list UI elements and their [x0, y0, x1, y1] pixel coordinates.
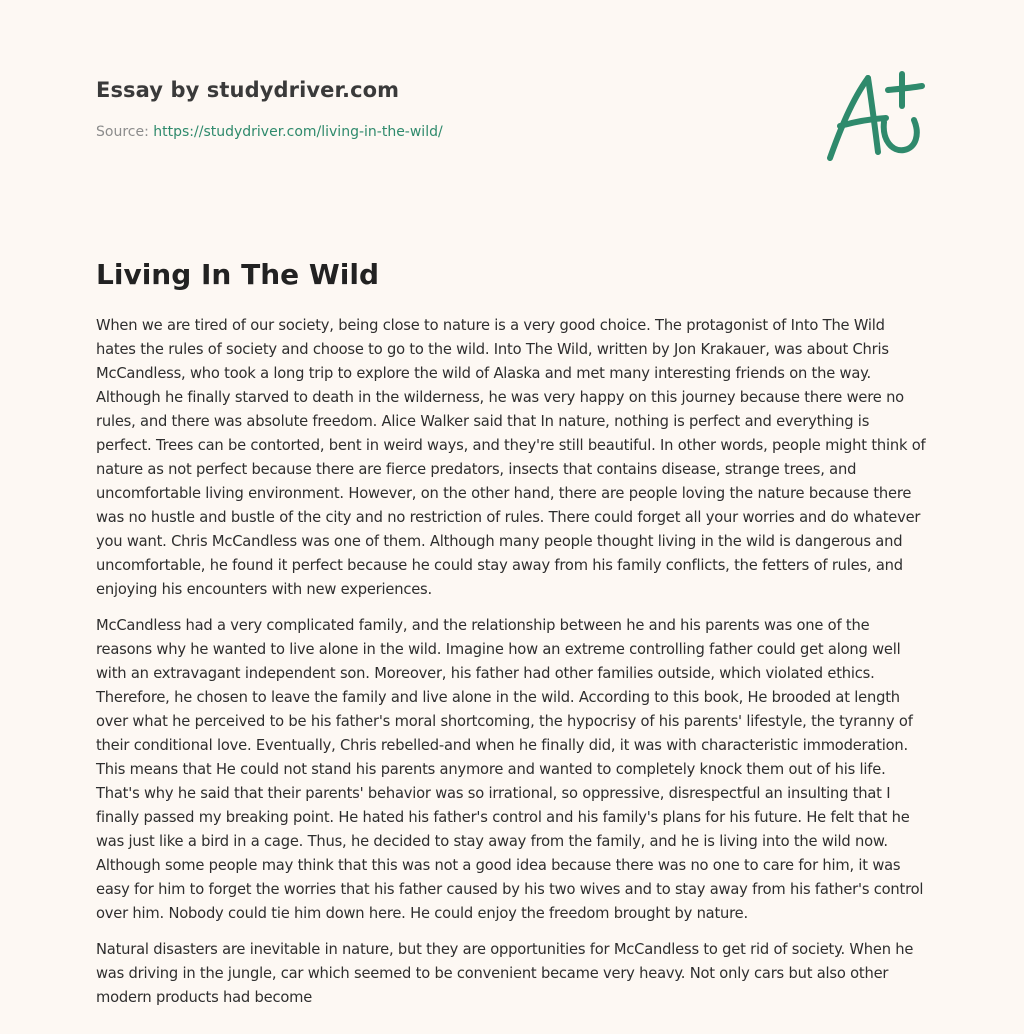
essay-title: Living In The Wild — [96, 258, 380, 291]
source-line — [96, 122, 796, 142]
brand-title: Essay by studydriver.com — [96, 78, 400, 102]
a-plus-logo-graphic — [818, 64, 928, 168]
essay-header — [96, 76, 796, 142]
source-link[interactable]: https://studydriver.com/living-in-the-wild/ — [153, 124, 443, 140]
essay-paragraph: McCandless had a very complicated family, and the relationship between he and his parents was one of the reasons why he wanted to live alone in the wild. Imagine how an extreme controlling father could get along well with an extravagant independent son. Moreover, his father had other families outside, which violated ethics. Therefore, he chosen to leave the family and live alone in the wild. According to this book, He brooded at length over what he perceived to be his father's moral shortcoming, the hypocrisy of his parents' lifestyle, the tyranny of their conditional love. Eventually, Chris rebelled-and when he finally did, it was with characteristic immoderation. This means that He could not stand his parents anymore and wanted to completely knock them out of his life. That's why he said that their parents' behavior was so irrational, so oppressive, disrespectful an insulting that I finally passed my breaking point. He hated his father's control and his family's plans for his future. He felt that he was just like a bird in a cage. Thus, he decided to stay away from the family, and he is living into the wild now. Although some people may think that this was not a good idea because there was no one to care for him, it was easy for him to forget the worries that his father caused by his two wives and to stay away from his father's control over him. Nobody could tie him down here. He could enjoy the freedom brought by nature. — [96, 617, 924, 922]
essay-paragraph: Natural disasters are inevitable in nature, but they are opportunities for McCandless to get rid of society. When he was driving in the jungle, car which seemed to be convenient became very heavy. Not only cars but also other modern products had become — [96, 941, 914, 1006]
a-plus-logo-icon — [818, 64, 928, 168]
essay-paragraph: When we are tired of our society, being close to nature is a very good choice. The protagonist of Into The Wild hates the rules of society and choose to go to the wild. Into The Wild, written by Jon Krakauer, was about Chris McCandless, who took a long trip to explore the wild of Alaska and met many interesting friends on the way. Although he finally starved to death in the wilderness, he was very happy on this journey because there were no rules, and there was absolute freedom. Alice Walker said that In nature, nothing is perfect and everything is perfect. Trees can be contorted, bent in weird ways, and they're still beautiful. In other words, people might think of nature as not perfect because there are fierce predators, insects that contains disease, strange trees, and uncomfortable living environment. However, on the other hand, there are people loving the nature because there was no hustle and bustle of the city and no restriction of rules. There could forget all your worries and do whatever you want. Chris McCandless was one of them. Although many people thought living in the wild is dangerous and uncomfortable, he found it perfect because he could stay away from his family conflicts, the fetters of rules, and enjoying his encounters with new experiences. — [96, 317, 926, 598]
source-label: Source: — [96, 124, 154, 140]
essay-body — [96, 314, 928, 1022]
